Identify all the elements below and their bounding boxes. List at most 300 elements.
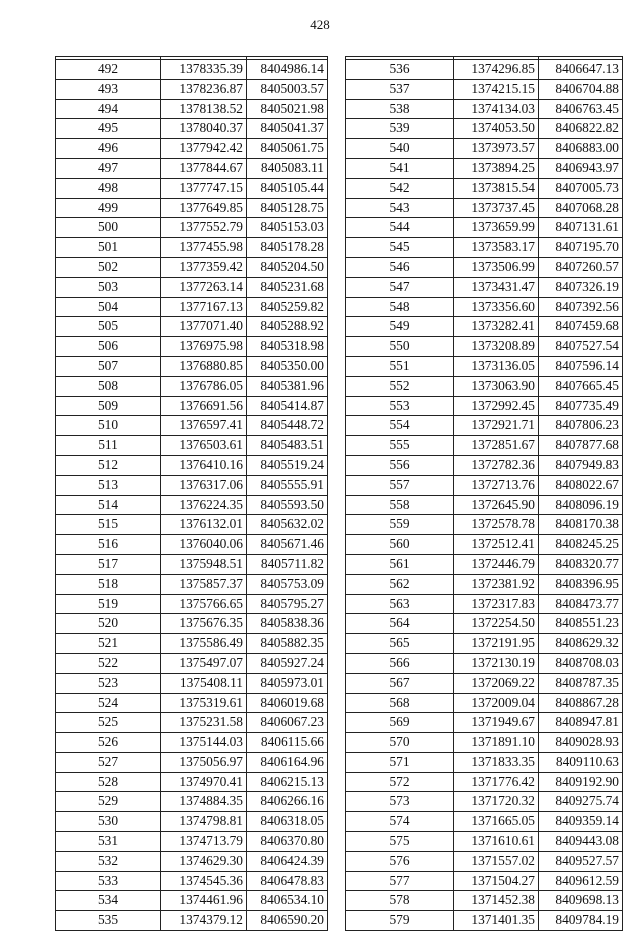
point-number-cell: 578 <box>346 891 454 911</box>
point-number-cell: 542 <box>346 178 454 198</box>
table-row <box>346 772 623 792</box>
y-coordinate-cell: 8408096.19 <box>539 495 623 515</box>
table-row <box>346 535 623 555</box>
y-coordinate-cell: 8406883.00 <box>539 139 623 159</box>
table-row <box>56 832 328 852</box>
table-row <box>56 139 328 159</box>
y-coordinate-cell: 8405041.37 <box>247 119 328 139</box>
table-row <box>346 911 623 931</box>
table-row <box>56 218 328 238</box>
x-coordinate-cell: 1371949.67 <box>454 713 539 733</box>
x-coordinate-cell: 1372317.83 <box>454 594 539 614</box>
point-number-cell: 548 <box>346 297 454 317</box>
x-coordinate-cell: 1372851.67 <box>454 436 539 456</box>
x-coordinate-cell: 1376880.85 <box>161 356 247 376</box>
table-row <box>56 337 328 357</box>
table-row <box>346 614 623 634</box>
x-coordinate-cell: 1377942.42 <box>161 139 247 159</box>
table-row <box>346 376 623 396</box>
table-row <box>56 277 328 297</box>
y-coordinate-cell: 8407131.61 <box>539 218 623 238</box>
table-row <box>346 297 623 317</box>
point-number-cell: 509 <box>56 396 161 416</box>
point-number-cell: 510 <box>56 416 161 436</box>
table-row <box>346 673 623 693</box>
x-coordinate-cell: 1375676.35 <box>161 614 247 634</box>
table-row <box>56 792 328 812</box>
coordinates-table-left-body <box>56 57 328 931</box>
x-coordinate-cell: 1377359.42 <box>161 257 247 277</box>
coordinates-table-left <box>55 56 328 931</box>
y-coordinate-cell: 8405288.92 <box>247 317 328 337</box>
point-number-cell: 521 <box>56 634 161 654</box>
table-row <box>56 158 328 178</box>
x-coordinate-cell: 1374053.50 <box>454 119 539 139</box>
point-number-cell: 555 <box>346 436 454 456</box>
y-coordinate-cell: 8407392.56 <box>539 297 623 317</box>
x-coordinate-cell: 1376691.56 <box>161 396 247 416</box>
x-coordinate-cell: 1371401.35 <box>454 911 539 931</box>
x-coordinate-cell: 1375497.07 <box>161 653 247 673</box>
x-coordinate-cell: 1373973.57 <box>454 139 539 159</box>
point-number-cell: 504 <box>56 297 161 317</box>
point-number-cell: 507 <box>56 356 161 376</box>
x-coordinate-cell: 1377263.14 <box>161 277 247 297</box>
table-row <box>56 634 328 654</box>
y-coordinate-cell: 8405593.50 <box>247 495 328 515</box>
y-coordinate-cell: 8406318.05 <box>247 812 328 832</box>
point-number-cell: 564 <box>346 614 454 634</box>
y-coordinate-cell: 8406266.16 <box>247 792 328 812</box>
y-coordinate-cell: 8405519.24 <box>247 455 328 475</box>
x-coordinate-cell: 1375319.61 <box>161 693 247 713</box>
point-number-cell: 519 <box>56 594 161 614</box>
point-number-cell: 535 <box>56 911 161 931</box>
y-coordinate-cell: 8406067.23 <box>247 713 328 733</box>
point-number-cell: 577 <box>346 871 454 891</box>
point-number-cell: 554 <box>346 416 454 436</box>
x-coordinate-cell: 1371776.42 <box>454 772 539 792</box>
x-coordinate-cell: 1372992.45 <box>454 396 539 416</box>
page-number: 428 <box>310 17 330 32</box>
y-coordinate-cell: 8409698.13 <box>539 891 623 911</box>
point-number-cell: 541 <box>346 158 454 178</box>
point-number-cell: 503 <box>56 277 161 297</box>
point-number-cell: 533 <box>56 871 161 891</box>
table-row <box>346 554 623 574</box>
point-number-cell: 520 <box>56 614 161 634</box>
table-row <box>56 257 328 277</box>
point-number-cell: 559 <box>346 515 454 535</box>
x-coordinate-cell: 1373894.25 <box>454 158 539 178</box>
point-number-cell: 575 <box>346 832 454 852</box>
y-coordinate-cell: 8406424.39 <box>247 851 328 871</box>
table-row <box>346 832 623 852</box>
point-number-cell: 579 <box>346 911 454 931</box>
x-coordinate-cell: 1373583.17 <box>454 238 539 258</box>
point-number-cell: 518 <box>56 574 161 594</box>
y-coordinate-cell: 8409784.19 <box>539 911 623 931</box>
table-row <box>56 455 328 475</box>
table-row <box>56 594 328 614</box>
y-coordinate-cell: 8406943.97 <box>539 158 623 178</box>
point-number-cell: 522 <box>56 653 161 673</box>
table-row <box>56 416 328 436</box>
table-row <box>346 317 623 337</box>
x-coordinate-cell: 1372713.76 <box>454 475 539 495</box>
table-row <box>346 257 623 277</box>
x-coordinate-cell: 1371833.35 <box>454 752 539 772</box>
x-coordinate-cell: 1378040.37 <box>161 119 247 139</box>
table-row <box>56 238 328 258</box>
point-number-cell: 528 <box>56 772 161 792</box>
y-coordinate-cell: 8408551.23 <box>539 614 623 634</box>
table-row <box>56 99 328 119</box>
y-coordinate-cell: 8407459.68 <box>539 317 623 337</box>
x-coordinate-cell: 1374545.36 <box>161 871 247 891</box>
point-number-cell: 508 <box>56 376 161 396</box>
x-coordinate-cell: 1375586.49 <box>161 634 247 654</box>
x-coordinate-cell: 1373431.47 <box>454 277 539 297</box>
y-coordinate-cell: 8407596.14 <box>539 356 623 376</box>
table-row <box>56 317 328 337</box>
y-coordinate-cell: 8407005.73 <box>539 178 623 198</box>
y-coordinate-cell: 8406019.68 <box>247 693 328 713</box>
point-number-cell: 532 <box>56 851 161 871</box>
point-number-cell: 569 <box>346 713 454 733</box>
x-coordinate-cell: 1374884.35 <box>161 792 247 812</box>
x-coordinate-cell: 1372782.36 <box>454 455 539 475</box>
point-number-cell: 526 <box>56 733 161 753</box>
x-coordinate-cell: 1373136.05 <box>454 356 539 376</box>
y-coordinate-cell: 8406704.88 <box>539 79 623 99</box>
point-number-cell: 547 <box>346 277 454 297</box>
x-coordinate-cell: 1372512.41 <box>454 535 539 555</box>
point-number-cell: 574 <box>346 812 454 832</box>
table-row <box>56 812 328 832</box>
point-number-cell: 566 <box>346 653 454 673</box>
table-row <box>346 792 623 812</box>
point-number-cell: 494 <box>56 99 161 119</box>
y-coordinate-cell: 8407665.45 <box>539 376 623 396</box>
point-number-cell: 537 <box>346 79 454 99</box>
y-coordinate-cell: 8408320.77 <box>539 554 623 574</box>
table-row <box>346 851 623 871</box>
table-row <box>346 455 623 475</box>
table-row <box>346 60 623 80</box>
point-number-cell: 556 <box>346 455 454 475</box>
x-coordinate-cell: 1372009.04 <box>454 693 539 713</box>
y-coordinate-cell: 8405231.68 <box>247 277 328 297</box>
x-coordinate-cell: 1373815.54 <box>454 178 539 198</box>
y-coordinate-cell: 8405753.09 <box>247 574 328 594</box>
table-row <box>346 653 623 673</box>
point-number-cell: 495 <box>56 119 161 139</box>
table-row <box>56 297 328 317</box>
y-coordinate-cell: 8405021.98 <box>247 99 328 119</box>
point-number-cell: 551 <box>346 356 454 376</box>
x-coordinate-cell: 1375948.51 <box>161 554 247 574</box>
y-coordinate-cell: 8407806.23 <box>539 416 623 436</box>
point-number-cell: 557 <box>346 475 454 495</box>
point-number-cell: 576 <box>346 851 454 871</box>
point-number-cell: 538 <box>346 99 454 119</box>
table-row <box>56 891 328 911</box>
point-number-cell: 553 <box>346 396 454 416</box>
point-number-cell: 531 <box>56 832 161 852</box>
table-row <box>56 396 328 416</box>
y-coordinate-cell: 8405483.51 <box>247 436 328 456</box>
table-row <box>346 119 623 139</box>
table-row <box>56 79 328 99</box>
table-row <box>56 713 328 733</box>
x-coordinate-cell: 1378236.87 <box>161 79 247 99</box>
table-row <box>56 515 328 535</box>
point-number-cell: 552 <box>346 376 454 396</box>
table-row <box>346 713 623 733</box>
y-coordinate-cell: 8405105.44 <box>247 178 328 198</box>
y-coordinate-cell: 8405128.75 <box>247 198 328 218</box>
x-coordinate-cell: 1371504.27 <box>454 871 539 891</box>
x-coordinate-cell: 1371665.05 <box>454 812 539 832</box>
y-coordinate-cell: 8408022.67 <box>539 475 623 495</box>
y-coordinate-cell: 8405381.96 <box>247 376 328 396</box>
x-coordinate-cell: 1376040.06 <box>161 535 247 555</box>
y-coordinate-cell: 8406478.83 <box>247 871 328 891</box>
point-number-cell: 497 <box>56 158 161 178</box>
x-coordinate-cell: 1376317.06 <box>161 475 247 495</box>
x-coordinate-cell: 1377844.67 <box>161 158 247 178</box>
y-coordinate-cell: 8406822.82 <box>539 119 623 139</box>
point-number-cell: 539 <box>346 119 454 139</box>
table-row <box>56 119 328 139</box>
y-coordinate-cell: 8406590.20 <box>247 911 328 931</box>
x-coordinate-cell: 1376410.16 <box>161 455 247 475</box>
table-row <box>346 79 623 99</box>
point-number-cell: 558 <box>346 495 454 515</box>
x-coordinate-cell: 1372191.95 <box>454 634 539 654</box>
x-coordinate-cell: 1372130.19 <box>454 653 539 673</box>
table-row <box>56 752 328 772</box>
x-coordinate-cell: 1375231.58 <box>161 713 247 733</box>
y-coordinate-cell: 8405061.75 <box>247 139 328 159</box>
point-number-cell: 573 <box>346 792 454 812</box>
y-coordinate-cell: 8408708.03 <box>539 653 623 673</box>
point-number-cell: 530 <box>56 812 161 832</box>
point-number-cell: 529 <box>56 792 161 812</box>
table-row <box>56 60 328 80</box>
table-row <box>56 911 328 931</box>
x-coordinate-cell: 1376503.61 <box>161 436 247 456</box>
x-coordinate-cell: 1375766.65 <box>161 594 247 614</box>
x-coordinate-cell: 1374461.96 <box>161 891 247 911</box>
coordinates-table-right-body <box>346 57 623 931</box>
table-row <box>346 158 623 178</box>
point-number-cell: 540 <box>346 139 454 159</box>
point-number-cell: 517 <box>56 554 161 574</box>
x-coordinate-cell: 1374296.85 <box>454 60 539 80</box>
y-coordinate-cell: 8405671.46 <box>247 535 328 555</box>
table-row <box>56 673 328 693</box>
point-number-cell: 565 <box>346 634 454 654</box>
point-number-cell: 572 <box>346 772 454 792</box>
y-coordinate-cell: 8407949.83 <box>539 455 623 475</box>
point-number-cell: 561 <box>346 554 454 574</box>
table-row <box>56 475 328 495</box>
y-coordinate-cell: 8407735.49 <box>539 396 623 416</box>
table-row <box>56 436 328 456</box>
y-coordinate-cell: 8405414.87 <box>247 396 328 416</box>
x-coordinate-cell: 1374798.81 <box>161 812 247 832</box>
y-coordinate-cell: 8405259.82 <box>247 297 328 317</box>
point-number-cell: 524 <box>56 693 161 713</box>
point-number-cell: 546 <box>346 257 454 277</box>
table-row <box>56 574 328 594</box>
x-coordinate-cell: 1371557.02 <box>454 851 539 871</box>
point-number-cell: 568 <box>346 693 454 713</box>
y-coordinate-cell: 8405555.91 <box>247 475 328 495</box>
x-coordinate-cell: 1374379.12 <box>161 911 247 931</box>
x-coordinate-cell: 1371452.38 <box>454 891 539 911</box>
y-coordinate-cell: 8405003.57 <box>247 79 328 99</box>
y-coordinate-cell: 8409527.57 <box>539 851 623 871</box>
x-coordinate-cell: 1377649.85 <box>161 198 247 218</box>
y-coordinate-cell: 8408787.35 <box>539 673 623 693</box>
point-number-cell: 543 <box>346 198 454 218</box>
point-number-cell: 550 <box>346 337 454 357</box>
x-coordinate-cell: 1377071.40 <box>161 317 247 337</box>
x-coordinate-cell: 1374134.03 <box>454 99 539 119</box>
table-row <box>346 891 623 911</box>
y-coordinate-cell: 8405448.72 <box>247 416 328 436</box>
table-row <box>56 376 328 396</box>
table-row <box>56 733 328 753</box>
point-number-cell: 571 <box>346 752 454 772</box>
x-coordinate-cell: 1372254.50 <box>454 614 539 634</box>
point-number-cell: 544 <box>346 218 454 238</box>
x-coordinate-cell: 1375408.11 <box>161 673 247 693</box>
table-row <box>346 634 623 654</box>
x-coordinate-cell: 1378138.52 <box>161 99 247 119</box>
table-row <box>346 871 623 891</box>
y-coordinate-cell: 8408245.25 <box>539 535 623 555</box>
table-row <box>346 436 623 456</box>
point-number-cell: 562 <box>346 574 454 594</box>
x-coordinate-cell: 1371720.32 <box>454 792 539 812</box>
table-row <box>346 139 623 159</box>
y-coordinate-cell: 8405973.01 <box>247 673 328 693</box>
point-number-cell: 514 <box>56 495 161 515</box>
x-coordinate-cell: 1371891.10 <box>454 733 539 753</box>
table-row <box>56 495 328 515</box>
x-coordinate-cell: 1373063.90 <box>454 376 539 396</box>
table-row <box>346 515 623 535</box>
point-number-cell: 534 <box>56 891 161 911</box>
point-number-cell: 527 <box>56 752 161 772</box>
y-coordinate-cell: 8405318.98 <box>247 337 328 357</box>
x-coordinate-cell: 1375857.37 <box>161 574 247 594</box>
x-coordinate-cell: 1373506.99 <box>454 257 539 277</box>
point-number-cell: 525 <box>56 713 161 733</box>
point-number-cell: 563 <box>346 594 454 614</box>
table-row <box>346 356 623 376</box>
x-coordinate-cell: 1374215.15 <box>454 79 539 99</box>
x-coordinate-cell: 1377455.98 <box>161 238 247 258</box>
y-coordinate-cell: 8405204.50 <box>247 257 328 277</box>
x-coordinate-cell: 1376597.41 <box>161 416 247 436</box>
x-coordinate-cell: 1375056.97 <box>161 752 247 772</box>
table-row <box>56 772 328 792</box>
y-coordinate-cell: 8408867.28 <box>539 693 623 713</box>
y-coordinate-cell: 8406370.80 <box>247 832 328 852</box>
x-coordinate-cell: 1373282.41 <box>454 317 539 337</box>
x-coordinate-cell: 1374629.30 <box>161 851 247 871</box>
y-coordinate-cell: 8408473.77 <box>539 594 623 614</box>
y-coordinate-cell: 8404986.14 <box>247 60 328 80</box>
table-row <box>346 812 623 832</box>
point-number-cell: 505 <box>56 317 161 337</box>
x-coordinate-cell: 1376132.01 <box>161 515 247 535</box>
y-coordinate-cell: 8409275.74 <box>539 792 623 812</box>
table-row <box>56 693 328 713</box>
y-coordinate-cell: 8409612.59 <box>539 871 623 891</box>
y-coordinate-cell: 8409443.08 <box>539 832 623 852</box>
point-number-cell: 499 <box>56 198 161 218</box>
point-number-cell: 549 <box>346 317 454 337</box>
table-row <box>346 198 623 218</box>
y-coordinate-cell: 8408629.32 <box>539 634 623 654</box>
point-number-cell: 516 <box>56 535 161 555</box>
table-row <box>56 871 328 891</box>
x-coordinate-cell: 1372069.22 <box>454 673 539 693</box>
table-row <box>346 238 623 258</box>
x-coordinate-cell: 1377552.79 <box>161 218 247 238</box>
point-number-cell: 496 <box>56 139 161 159</box>
y-coordinate-cell: 8406215.13 <box>247 772 328 792</box>
point-number-cell: 513 <box>56 475 161 495</box>
table-row <box>56 356 328 376</box>
y-coordinate-cell: 8408170.38 <box>539 515 623 535</box>
y-coordinate-cell: 8407527.54 <box>539 337 623 357</box>
y-coordinate-cell: 8409110.63 <box>539 752 623 772</box>
x-coordinate-cell: 1376224.35 <box>161 495 247 515</box>
x-coordinate-cell: 1372381.92 <box>454 574 539 594</box>
x-coordinate-cell: 1375144.03 <box>161 733 247 753</box>
point-number-cell: 500 <box>56 218 161 238</box>
x-coordinate-cell: 1372645.90 <box>454 495 539 515</box>
y-coordinate-cell: 8407326.19 <box>539 277 623 297</box>
y-coordinate-cell: 8405632.02 <box>247 515 328 535</box>
point-number-cell: 511 <box>56 436 161 456</box>
y-coordinate-cell: 8405711.82 <box>247 554 328 574</box>
table-row <box>346 574 623 594</box>
table-row <box>346 396 623 416</box>
y-coordinate-cell: 8406534.10 <box>247 891 328 911</box>
y-coordinate-cell: 8405838.36 <box>247 614 328 634</box>
table-row <box>56 614 328 634</box>
table-row <box>346 752 623 772</box>
table-row <box>346 178 623 198</box>
table-row <box>346 277 623 297</box>
point-number-cell: 512 <box>56 455 161 475</box>
x-coordinate-cell: 1373737.45 <box>454 198 539 218</box>
y-coordinate-cell: 8406164.96 <box>247 752 328 772</box>
y-coordinate-cell: 8405882.35 <box>247 634 328 654</box>
point-number-cell: 523 <box>56 673 161 693</box>
point-number-cell: 545 <box>346 238 454 258</box>
y-coordinate-cell: 8406115.66 <box>247 733 328 753</box>
table-row <box>56 653 328 673</box>
